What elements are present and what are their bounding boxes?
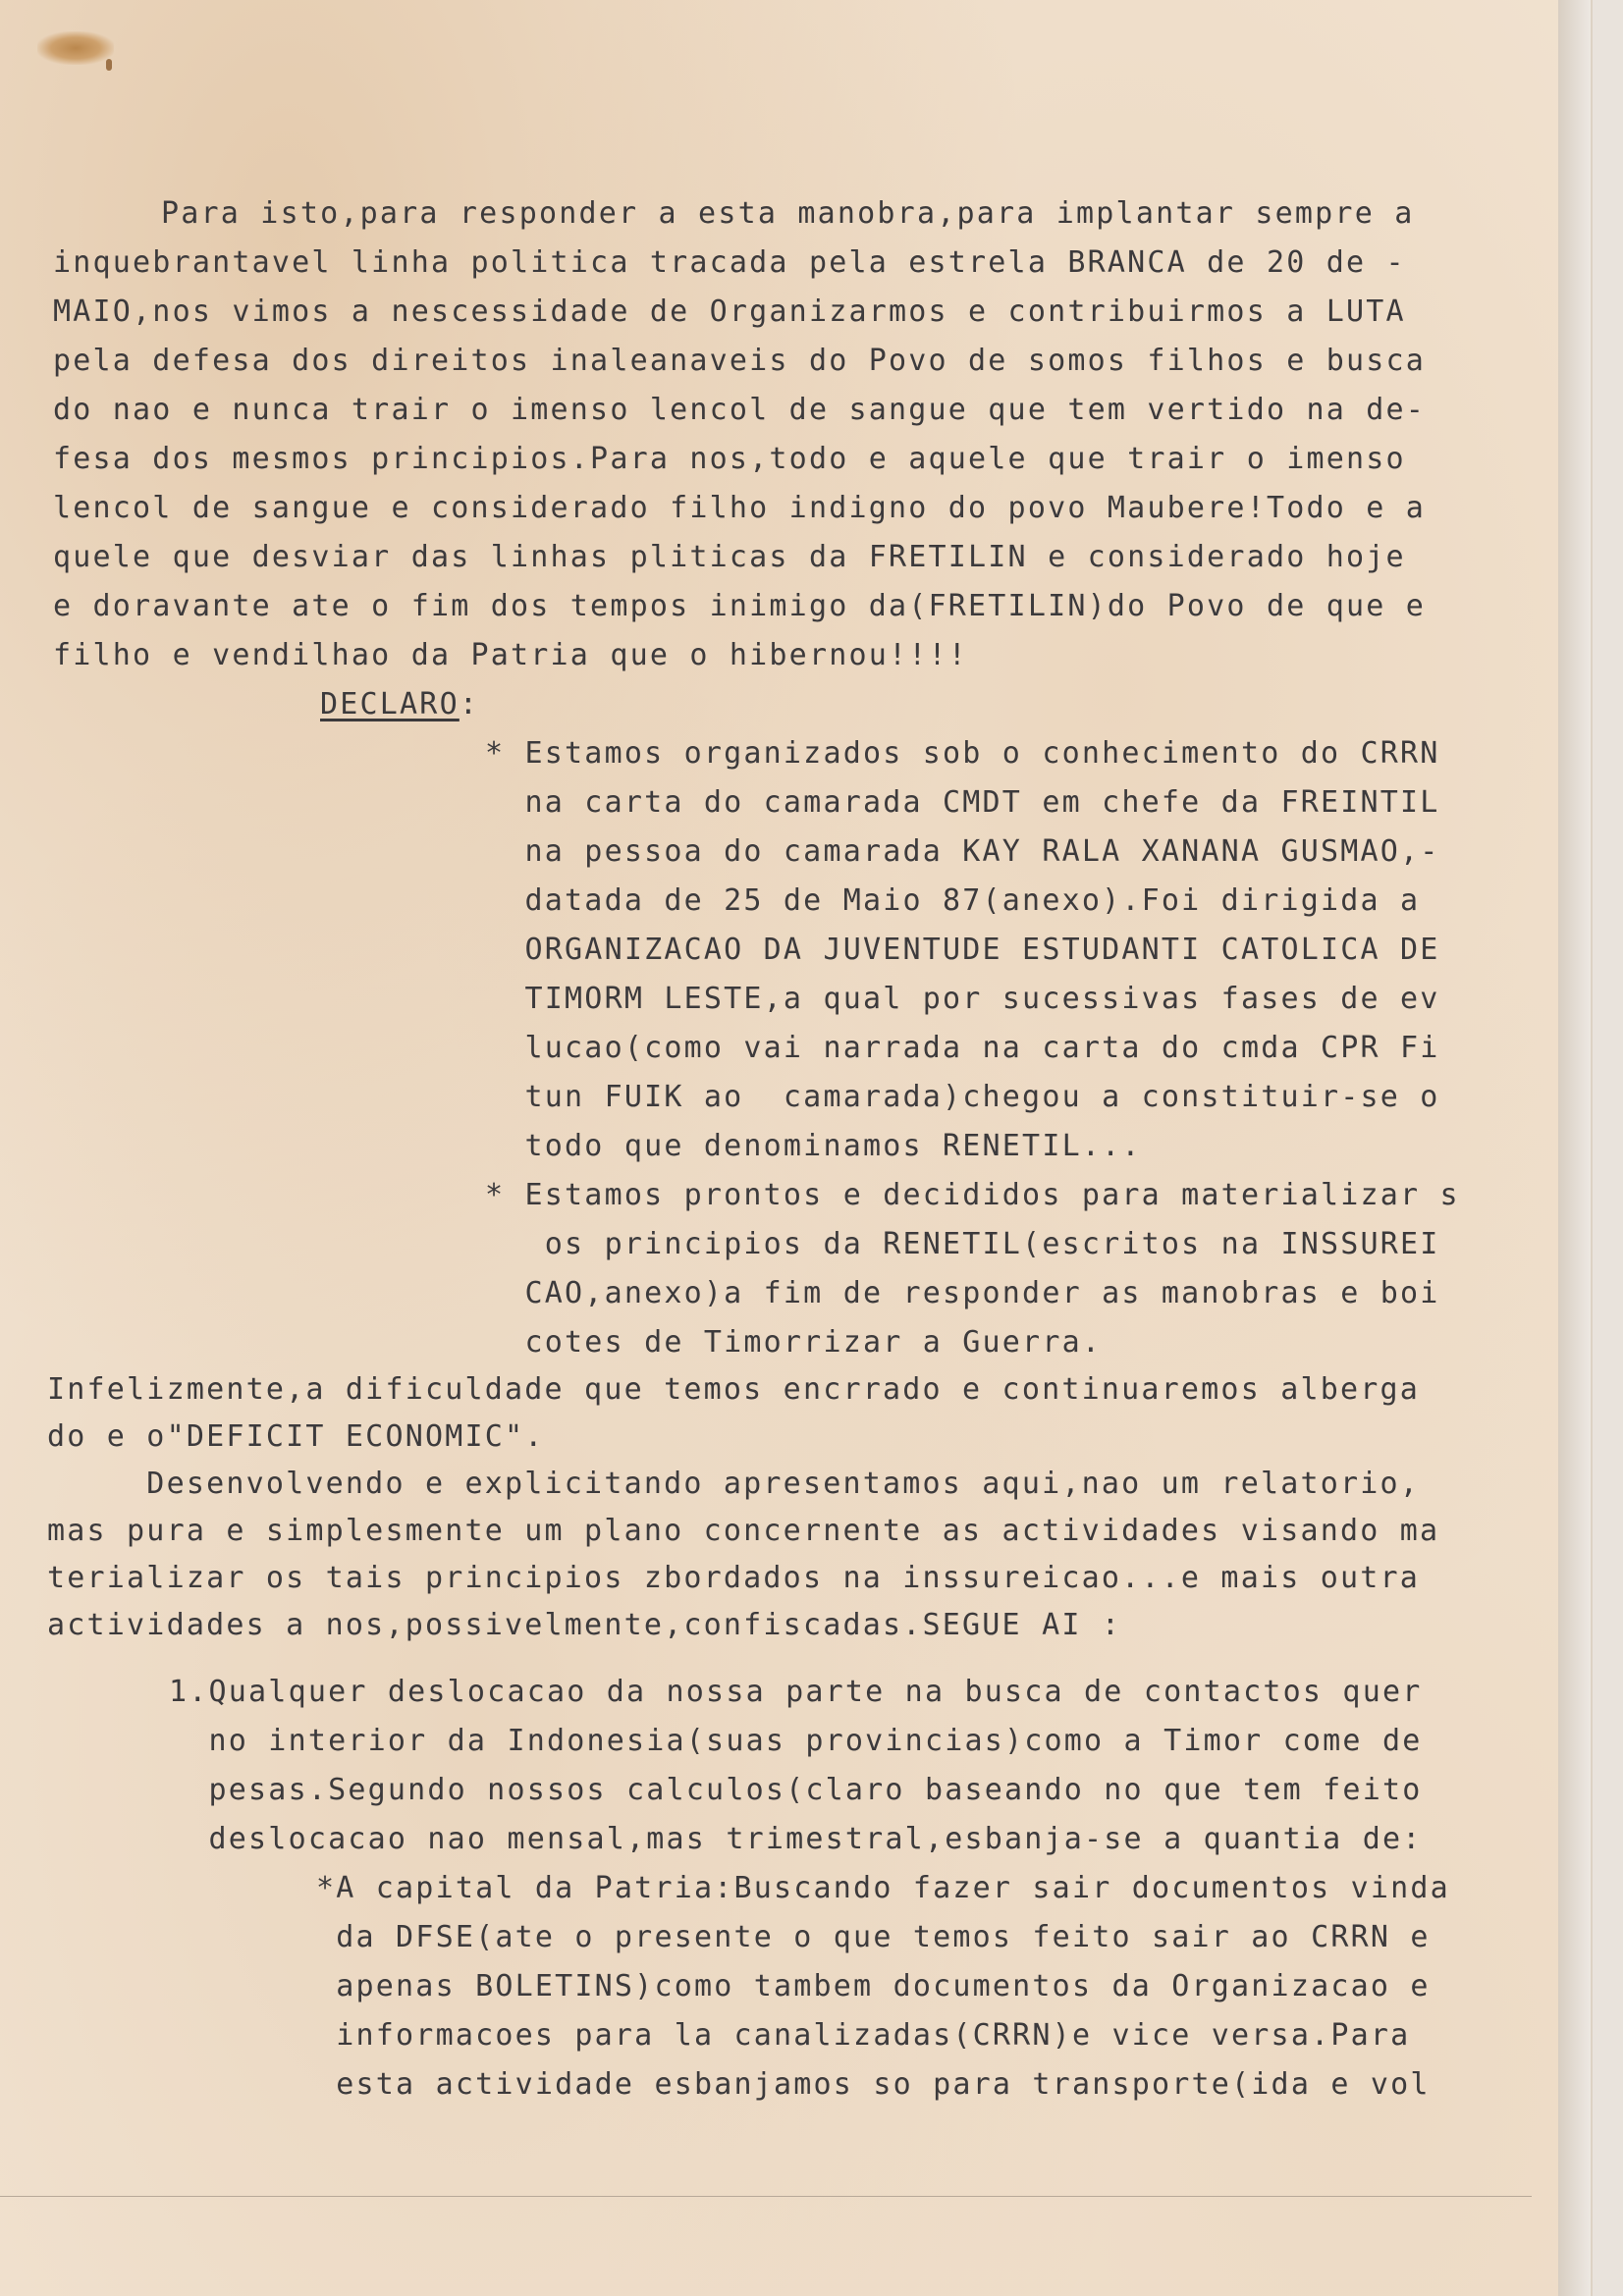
declaration-line: na pessoa do camarada KAY RALA XANANA GUSMAO,- [485,834,1440,869]
text-line: do nao e nunca trair o imenso lencol de sangue que tem vertido na de- [53,393,1427,427]
text-line: e doravante ate o fim dos tempos inimigo da(FRETILIN)do Povo de que e [53,589,1427,623]
sub-item-line: *A capital da Patria:Buscando fazer sair documentos vinda [316,1871,1450,1905]
text-line: do e o"DEFICIT ECONOMIC". [47,1419,545,1454]
sub-item-line: da DFSE(ate o presente o que temos feito sair ao CRRN e [316,1920,1431,1954]
sub-item-line: apenas BOLETINS)como tambem documentos da Organizacao e [316,1969,1431,2003]
declaration-line: na carta do camarada CMDT em chefe da FREINTIL [485,785,1440,820]
declaration-line: datada de 25 de Maio 87(anexo).Foi dirigida a [485,883,1421,918]
text-line: inquebrantavel linha politica tracada pela estrela BRANCA de 20 de - [53,245,1406,280]
declaration-line: ORGANIZACAO DA JUVENTUDE ESTUDANTI CATOLICA DE [485,933,1440,967]
declaration-line: lucao(como vai narrada na carta do cmda CPR Fi [485,1031,1440,1065]
declaration-line: CAO,anexo)a fim de responder as manobras e boi [485,1276,1440,1310]
text-line: Para isto,para responder a esta manobra,para implantar sempre a [161,196,1415,231]
declaro-colon: : [459,687,480,721]
numbered-item-line: no interior da Indonesia(suas provincias)como a Timor come de [169,1724,1423,1758]
text-line: MAIO,nos vimos a nescessidade de Organizarmos e contribuirmos a LUTA [53,294,1406,329]
sub-item-line: informacoes para la canalizadas(CRRN)e vice versa.Para [316,2018,1411,2053]
declaro-heading [320,687,479,722]
declaration-line: todo que denominamos RENETIL... [485,1129,1142,1163]
text-line: Infelizmente,a dificuldade que temos encrrado e continuaremos alberga [47,1372,1421,1407]
declaration-line: os principios da RENETIL(escritos na INSSUREI [485,1227,1440,1261]
numbered-item-line: deslocacao nao mensal,mas trimestral,esbanja-se a quantia de: [169,1822,1423,1856]
declaro-label: DECLARO [320,687,460,721]
text-line: actividades a nos,possivelmente,confiscadas.SEGUE AI : [47,1608,1122,1642]
text-line: Desenvolvendo e explicitando apresentamos aqui,nao um relatorio, [47,1467,1421,1501]
numbered-item-line: 1.Qualquer deslocacao da nossa parte na busca de contactos quer [169,1675,1423,1709]
declaration-line: TIMORM LESTE,a qual por sucessivas fases de ev [485,982,1440,1016]
declaration-line: tun FUIK ao camarada)chegou a constituir-se o [485,1080,1440,1114]
text-line: lencol de sangue e considerado filho indigno do povo Maubere!Todo e a [53,491,1427,525]
text-line: filho e vendilhao da Patria que o hibernou!!!! [53,638,969,672]
numbered-item-line: pesas.Segundo nossos calculos(claro baseando no que tem feito [169,1773,1423,1807]
text-line: pela defesa dos direitos inaleanaveis do Povo de somos filhos e busca [53,344,1427,378]
page-bottom-rule [0,2196,1532,2197]
declaration-line: cotes de Timorrizar a Guerra. [485,1325,1103,1360]
declaration-line: * Estamos organizados sob o conhecimento do CRRN [485,736,1440,771]
text-line: quele que desviar das linhas pliticas da FRETILIN e considerado hoje [53,540,1406,574]
sub-item-line: esta actividade esbanjamos so para transporte(ida e vol [316,2067,1431,2102]
text-line: terializar os tais principios zbordados na inssureicao...e mais outra [47,1561,1421,1595]
text-line: mas pura e simplesmente um plano concernente as actividades visando ma [47,1514,1440,1548]
declaration-line: * Estamos prontos e decididos para materializar s [485,1178,1460,1212]
text-line: fesa dos mesmos principios.Para nos,todo e aquele que trair o imenso [53,442,1406,476]
